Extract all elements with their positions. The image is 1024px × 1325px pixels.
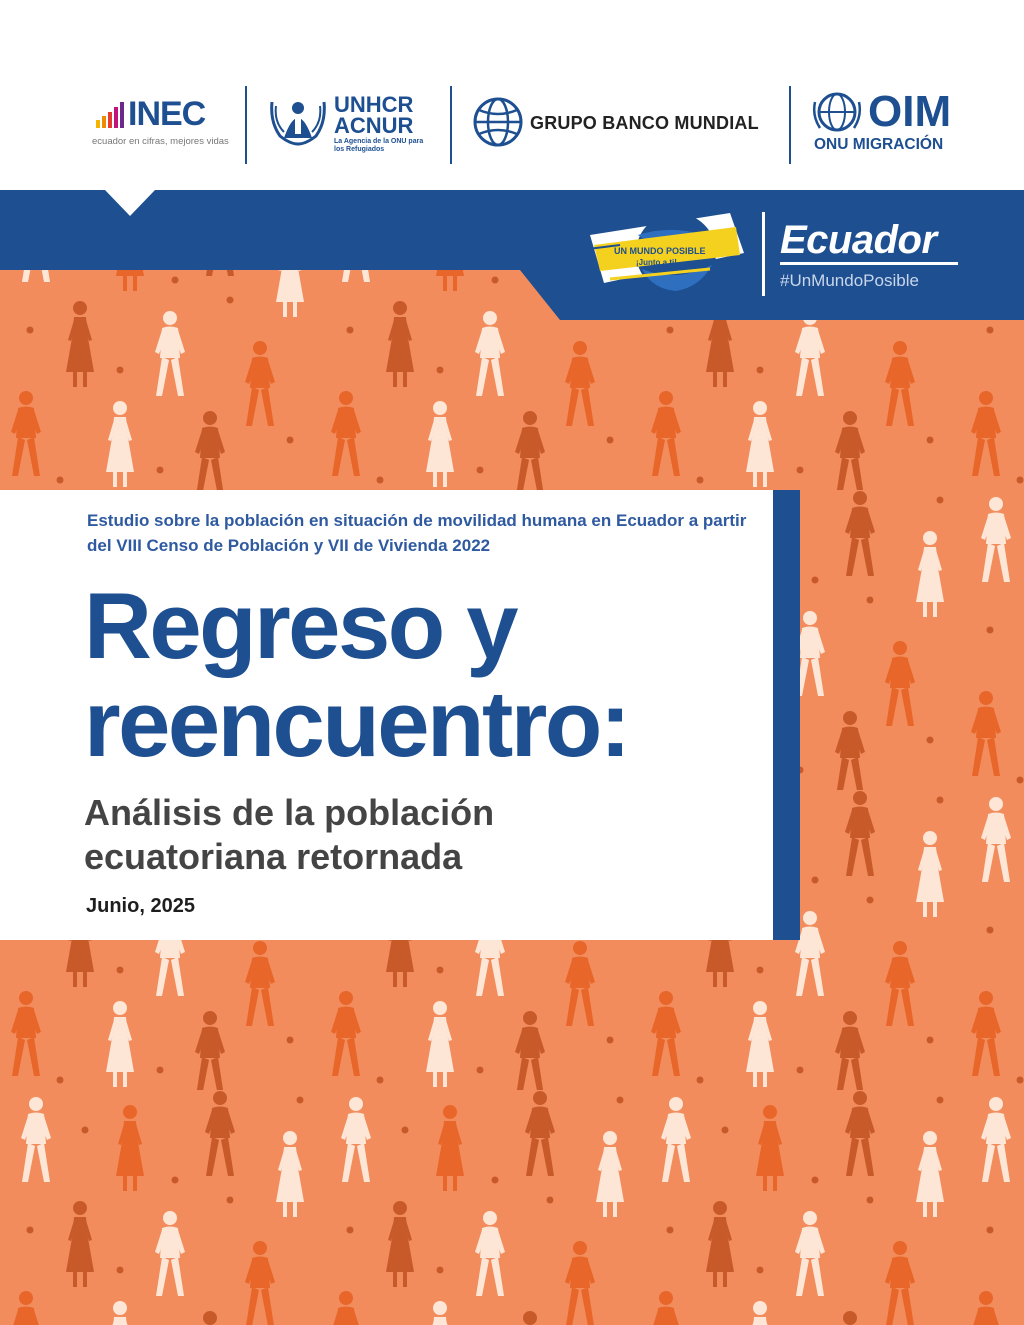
unhcr-tagline: La Agencia de la ONU para los Refugiados bbox=[334, 138, 424, 153]
logo-divider bbox=[450, 86, 452, 164]
unhcr-emblem-icon bbox=[266, 92, 330, 146]
oim-name: OIM bbox=[868, 87, 952, 136]
unhcr-logo bbox=[266, 92, 436, 162]
un-mundo-posible-badge bbox=[580, 205, 750, 297]
inec-tagline: ecuador en cifras, mejores vidas bbox=[92, 136, 229, 147]
main-title-line-2: reencuentro: bbox=[84, 671, 629, 776]
oim-emblem-icon bbox=[812, 90, 862, 134]
band-divider bbox=[762, 212, 765, 296]
main-title-line-1: Regreso y bbox=[84, 573, 517, 678]
main-title bbox=[84, 573, 774, 776]
logo-divider bbox=[789, 86, 791, 164]
title-card-accent-bar bbox=[773, 490, 800, 940]
inec-bars-icon bbox=[96, 102, 128, 128]
study-description: Estudio sobre la población en situación de movilidad humana en Ecuador a partir del VIII Censo de Población y VII de Vivienda 2022 bbox=[87, 511, 747, 555]
country-underline bbox=[780, 262, 958, 265]
world-bank-name: GRUPO BANCO MUNDIAL bbox=[530, 113, 759, 133]
acnur-name: ACNUR bbox=[334, 113, 414, 138]
campaign-hashtag: #UnMundoPosible bbox=[780, 271, 919, 290]
inec-wordmark: INEC bbox=[128, 95, 206, 133]
publication-date: Junio, 2025 bbox=[86, 895, 195, 917]
un-mundo-posible-globe-icon bbox=[580, 205, 750, 297]
badge-line-2: ¡Junto a ti! bbox=[636, 258, 677, 267]
subtitle bbox=[84, 791, 684, 879]
country-label: Ecuador bbox=[780, 218, 937, 262]
badge-line-1: UN MUNDO POSIBLE bbox=[614, 246, 706, 256]
inec-logo bbox=[92, 96, 242, 156]
oim-tagline: ONU MIGRACIÓN bbox=[814, 136, 944, 153]
subtitle-line-2: ecuatoriana retornada bbox=[84, 836, 463, 877]
subtitle-line-1: Análisis de la población bbox=[84, 792, 495, 833]
logo-divider bbox=[245, 86, 247, 164]
oim-logo bbox=[812, 87, 982, 160]
world-bank-logo bbox=[472, 96, 782, 156]
partner-logos-header bbox=[0, 0, 1024, 190]
unhcr-name: UNHCR bbox=[334, 92, 414, 117]
world-bank-globe-icon bbox=[472, 96, 524, 148]
